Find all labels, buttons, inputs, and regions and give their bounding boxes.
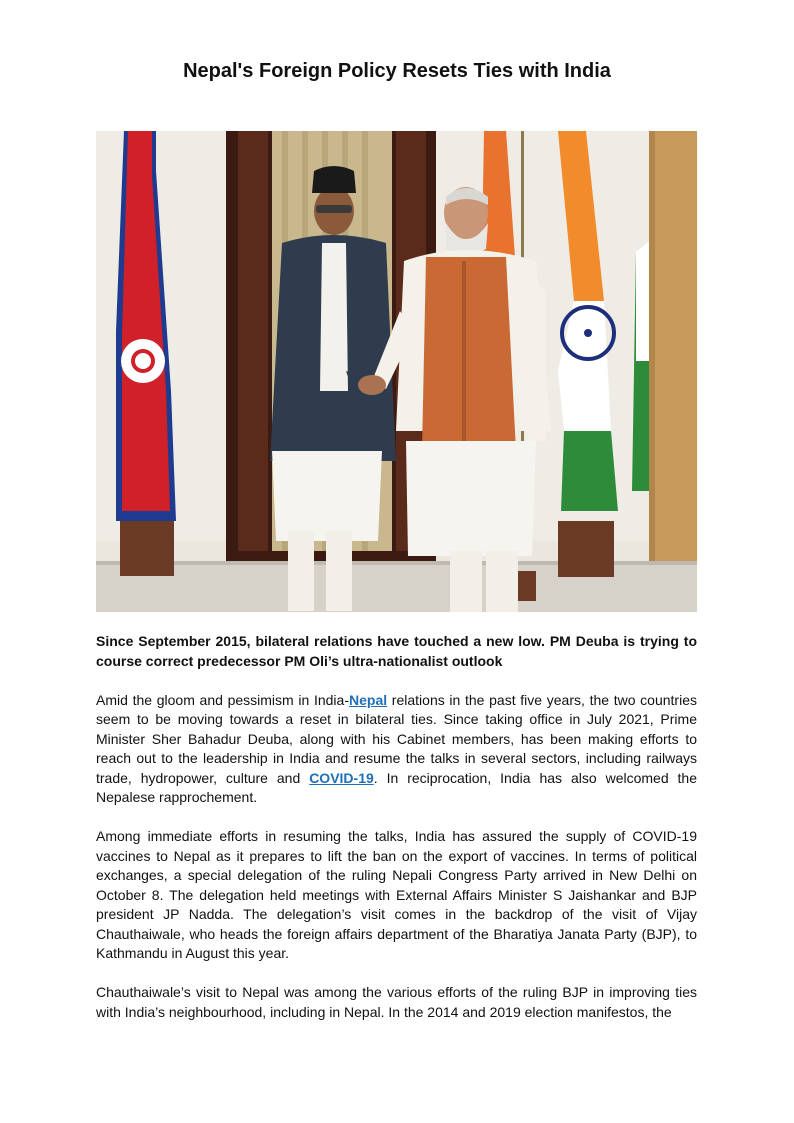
paragraph-1: [96, 691, 697, 808]
article-title: Nepal's Foreign Policy Resets Ties with India: [183, 60, 611, 82]
article-body: [96, 632, 697, 1042]
paragraph-3: Chauthaiwale’s visit to Nepal was among the various efforts of the ruling BJP in improving ties with India’s neighbourhood, including in Nepal. In the 2014 and 2019 election manifestos, the: [96, 984, 697, 1020]
paragraph-2: Among immediate efforts in resuming the talks, India has assured the supply of COVID-19 vaccines to Nepal as it prepares to lift the ban on the export of vaccines. In terms of political exchanges, a special delegation of the ruling Nepali Congress Party arrived in New Delhi on October 8. The delegation held meetings with External Affairs Minister S Jaishankar and BJP president JP Nadda. The delegation’s visit comes in the backdrop of the visit of Vijay Chauthaiwale, who heads the foreign affairs department of the Bharatiya Janata Party (BJP), to Kathmandu in August this year.: [96, 828, 697, 961]
covid-19-link[interactable]: COVID-19: [309, 769, 374, 786]
article-photo: [96, 131, 697, 612]
paragraph-1-text-b: relations in the past five years, the two countries seem to be moving towards a reset in bilateral ties. Since taking office in July 2021, Prime Minister Sher Bahadur Deuba, along with his Cabinet members, has been making efforts to reach out to the leadership in India and resume the talks in several sectors, including railways trade, hydropower, culture and: [96, 691, 697, 786]
nepal-link[interactable]: Nepal: [349, 691, 388, 708]
lead-paragraph: Since September 2015, bilateral relations have touched a new low. PM Deuba is trying to course correct predecessor PM Oli’s ultra-nationalist outlook: [96, 633, 697, 669]
paragraph-1-text-c: . In reciprocation, India has also welcomed the Nepalese rapprochement.: [96, 769, 698, 805]
paragraph-1-text-a: Amid the gloom and pessimism in India-: [96, 691, 349, 708]
